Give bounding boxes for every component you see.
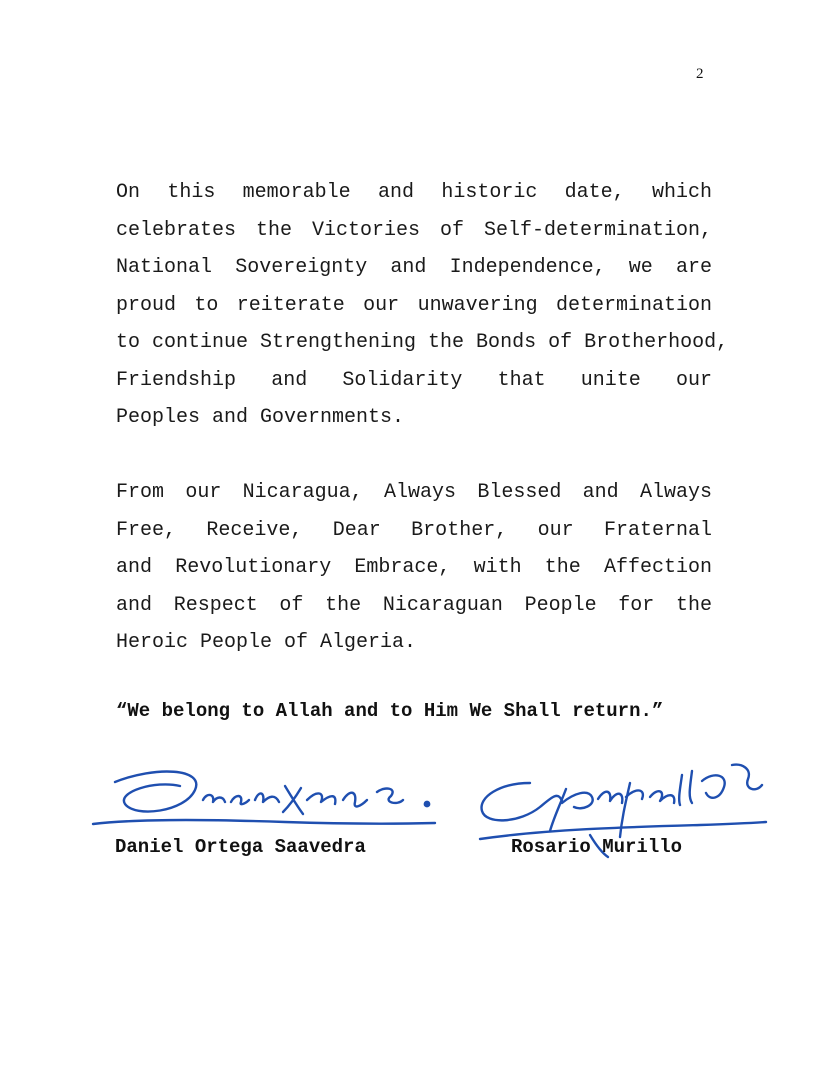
signer-name-daniel-ortega: Daniel Ortega Saavedra [115, 836, 366, 858]
paragraph-line: Free, Receive, Dear Brother, our Fraternal [116, 518, 712, 542]
paragraph-line: celebrates the Victories of Self-determination, [116, 218, 712, 242]
closing-quote: “We belong to Allah and to Him We Shall return.” [116, 700, 664, 722]
paragraph-line: proud to reiterate our unwavering determination [116, 293, 712, 317]
paragraph-line: From our Nicaragua, Always Blessed and Always [116, 481, 712, 504]
paragraph-line: National Sovereignty and Independence, we are [116, 256, 712, 279]
paragraph-line: Peoples and Governments. [116, 406, 405, 429]
paragraph-line: to continue Strengthening the Bonds of Brotherhood, [116, 331, 729, 354]
paragraph-line: and Respect of the Nicaraguan People for the [116, 593, 712, 617]
letter-paragraph-1 [116, 174, 729, 437]
paragraph-line: Friendship and Solidarity that unite our [116, 368, 712, 392]
signer-name-rosario-murillo: Rosario Murillo [511, 836, 683, 858]
letter-paragraph-2 [116, 474, 712, 662]
page-number: 2 [696, 66, 704, 82]
paragraph-line: On this memorable and historic date, which [116, 181, 712, 204]
signature-daniel-ortega-image [85, 760, 445, 840]
paragraph-line: Heroic People of Algeria. [116, 631, 417, 654]
paragraph-line: and Revolutionary Embrace, with the Affection [116, 556, 712, 579]
